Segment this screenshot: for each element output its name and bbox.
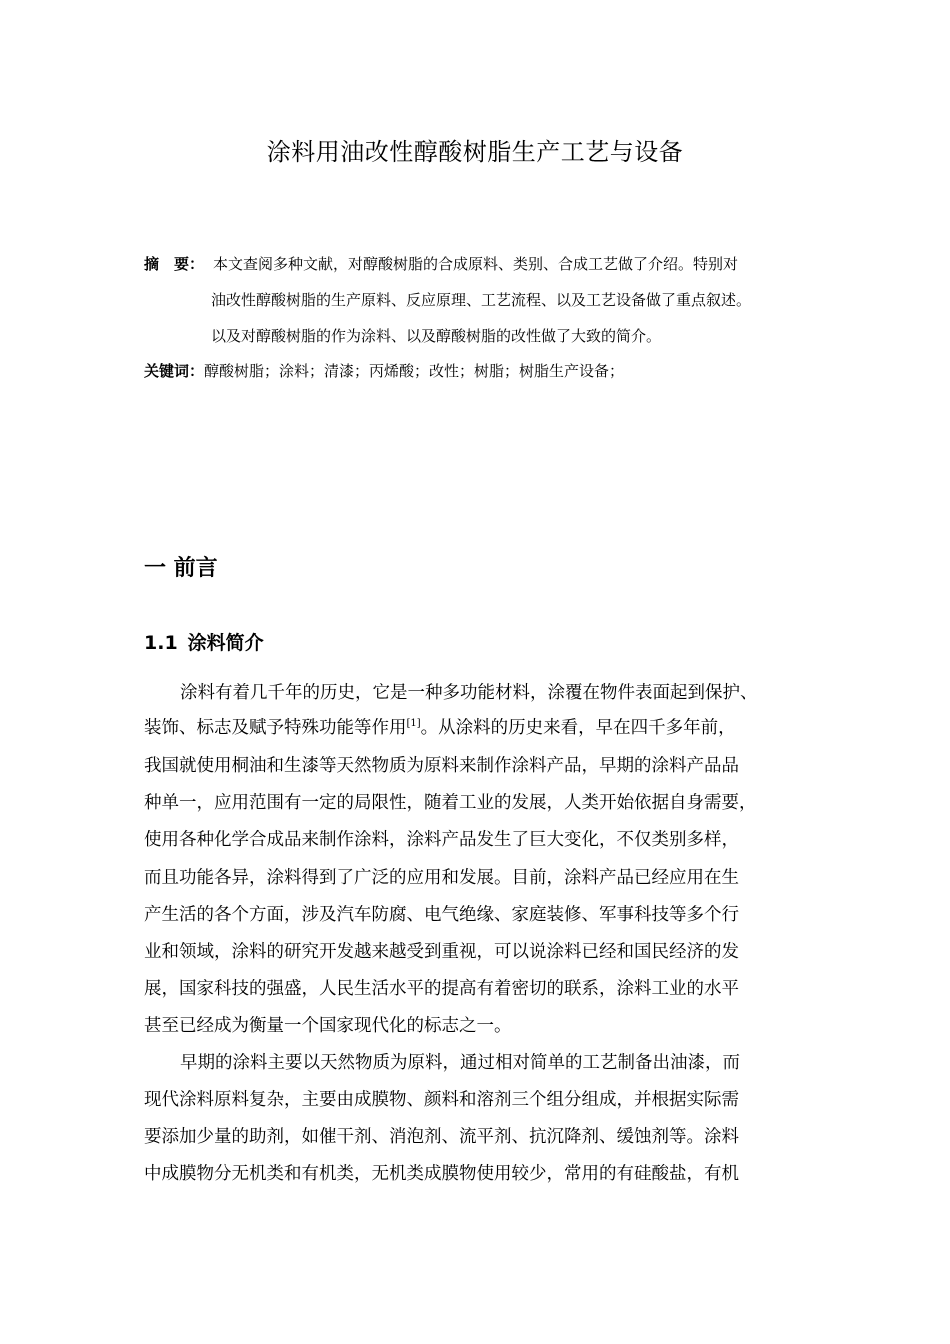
paragraph-line: 产生活的各个方面，涉及汽车防腐、电气绝缘、家庭装修、军事科技等多个行	[144, 905, 739, 925]
paragraph-line: 展，国家科技的强盛，人民生活水平的提高有着密切的联系，涂料工业的水平	[144, 979, 739, 999]
abstract-line: 本文查阅多种文献，对醇酸树脂的合成原料、类别、合成工艺做了介绍。特别对	[213, 255, 739, 273]
paragraph-line: 甚至已经成为衡量一个国家现代化的标志之一。	[144, 1016, 512, 1036]
subsection-number: 1.1	[144, 632, 178, 654]
paragraph-line-text: 装饰、标志及赋予特殊功能等作用	[144, 718, 407, 738]
abstract-line: 油改性醇酸树脂的生产原料、反应原理、工艺流程、以及工艺设备做了重点叙述。	[211, 291, 752, 309]
paragraph-line-text: 。从涂料的历史来看，早在四千多年前，	[420, 718, 736, 738]
paragraph-line: 涂料有着几千年的历史，它是一种多功能材料，涂覆在物件表面起到保护、	[180, 683, 758, 703]
paragraph-line: 早期的涂料主要以天然物质为原料，通过相对简单的工艺制备出油漆，而	[180, 1053, 740, 1073]
keywords	[144, 361, 624, 381]
keywords-text: 醇酸树脂；涂料；清漆；丙烯酸；改性；树脂；树脂生产设备；	[204, 362, 625, 380]
document-title: 涂料用油改性醇酸树脂生产工艺与设备	[266, 138, 684, 166]
paragraph-line: 现代涂料原料复杂，主要由成膜物、颜料和溶剂三个组分组成，并根据实际需	[144, 1090, 739, 1110]
keywords-label: 关键词：	[144, 362, 205, 380]
paragraph-line: 使用各种化学合成品来制作涂料，涂料产品发生了巨大变化，不仅类别多样，	[144, 830, 739, 850]
paragraph-line: 我国就使用桐油和生漆等天然物质为原料来制作涂料产品，早期的涂料产品品	[144, 756, 739, 776]
paragraph-line: 种单一，应用范围有一定的局限性，随着工业的发展，人类开始依据自身需要，	[144, 793, 757, 813]
paragraph-line: 业和领域，涂料的研究开发越来越受到重视，可以说涂料已经和国民经济的发	[144, 942, 739, 962]
paragraph-line	[144, 716, 736, 740]
citation: [1]	[406, 718, 421, 729]
section-heading: 一 前言	[144, 556, 218, 581]
paragraph-line: 中成膜物分无机类和有机类，无机类成膜物使用较少，常用的有硅酸盐，有机	[144, 1164, 739, 1184]
paragraph-line: 而且功能各异，涂料得到了广泛的应用和发展。目前，涂料产品已经应用在生	[144, 868, 739, 888]
abstract-line: 以及对醇酸树脂的作为涂料、以及醇酸树脂的改性做了大致的简介。	[211, 327, 662, 345]
abstract-label: 摘 要：	[144, 255, 205, 273]
subsection-heading	[144, 630, 264, 656]
subsection-title: 涂料简介	[187, 632, 264, 654]
paragraph-line: 要添加少量的助剂，如催干剂、消泡剂、流平剂、抗沉降剂、缓蚀剂等。涂料	[144, 1127, 739, 1147]
